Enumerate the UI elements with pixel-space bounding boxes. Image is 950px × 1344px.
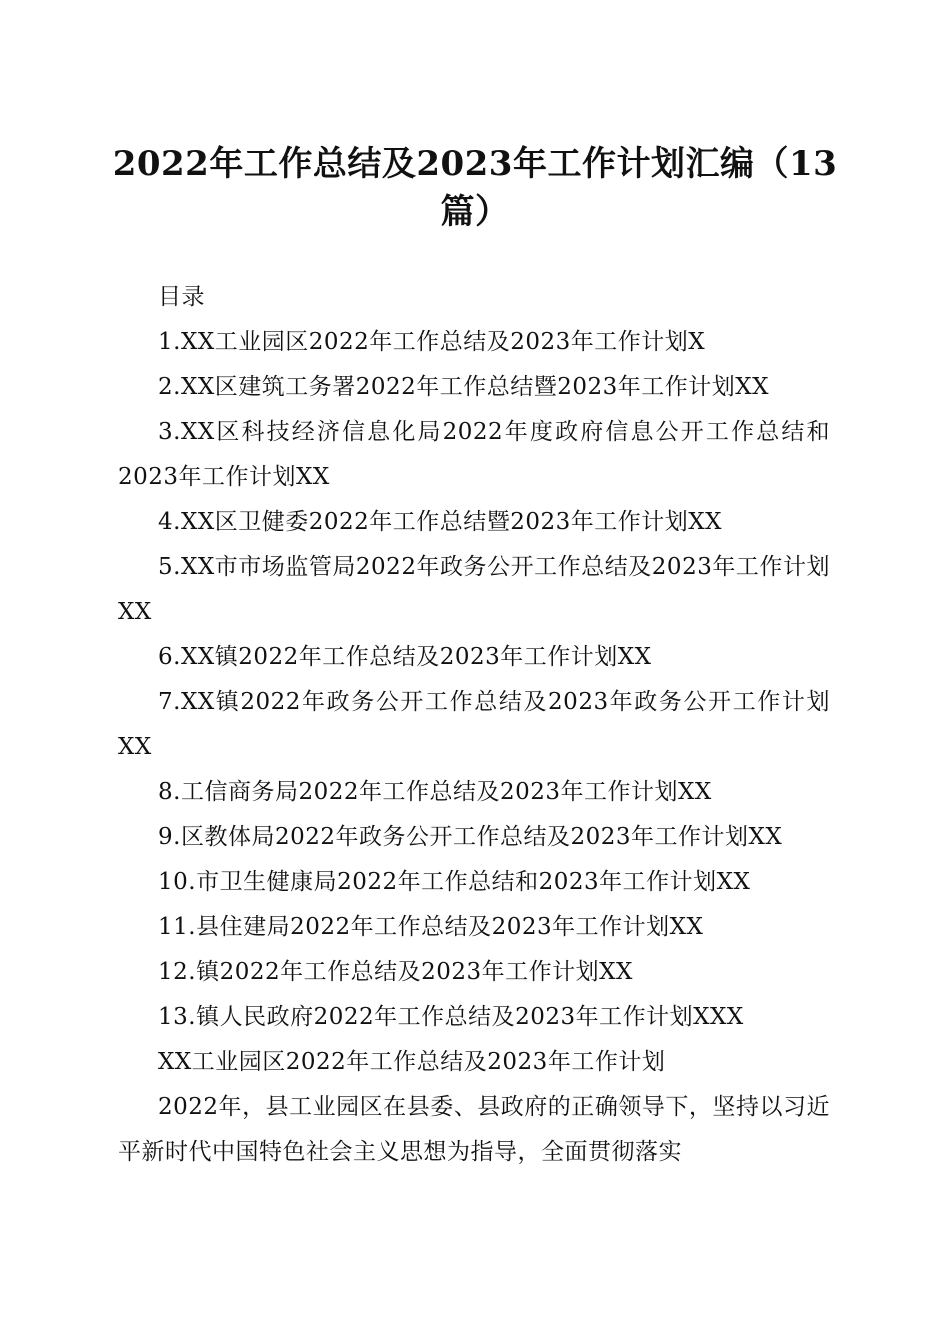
toc-item: 8.工信商务局2022年工作总结及2023年工作计划XX <box>158 779 712 805</box>
toc-item: 9.区教体局2022年政务公开工作总结及2023年工作计划XX <box>158 824 783 850</box>
toc-item: 13.镇人民政府2022年工作总结及2023年工作计划XXX <box>158 1004 744 1030</box>
document-body <box>118 275 830 1175</box>
toc-item: 4.XX区卫健委2022年工作总结暨2023年工作计划XX <box>158 509 723 535</box>
toc-item: 1.XX工业园区2022年工作总结及2023年工作计划X <box>158 329 706 355</box>
toc-item: 7.XX镇2022年政务公开工作总结及2023年政务公开工作计划XX <box>118 689 830 760</box>
toc-item: 5.XX市市场监管局2022年政务公开工作总结及2023年工作计划XX <box>118 554 830 625</box>
section-title: XX工业园区2022年工作总结及2023年工作计划 <box>158 1049 666 1075</box>
toc-item: 12.镇2022年工作总结及2023年工作计划XX <box>158 959 633 985</box>
toc-item: 6.XX镇2022年工作总结及2023年工作计划XX <box>158 644 652 670</box>
document-title: 2022年工作总结及2023年工作计划汇编（13篇） <box>112 144 838 232</box>
toc-item: 2.XX区建筑工务署2022年工作总结暨2023年工作计划XX <box>158 374 770 400</box>
intro-paragraph: 2022年，县工业园区在县委、县政府的正确领导下，坚持以习近平新时代中国特色社会主义思想为指导，全面贯彻落实 <box>118 1094 830 1165</box>
toc-heading: 目录 <box>158 284 205 310</box>
toc-item: 11.县住建局2022年工作总结及2023年工作计划XX <box>158 914 704 940</box>
toc-item: 10.市卫生健康局2022年工作总结和2023年工作计划XX <box>158 869 751 895</box>
toc-item: 3.XX区科技经济信息化局2022年度政府信息公开工作总结和2023年工作计划XX <box>118 419 830 490</box>
